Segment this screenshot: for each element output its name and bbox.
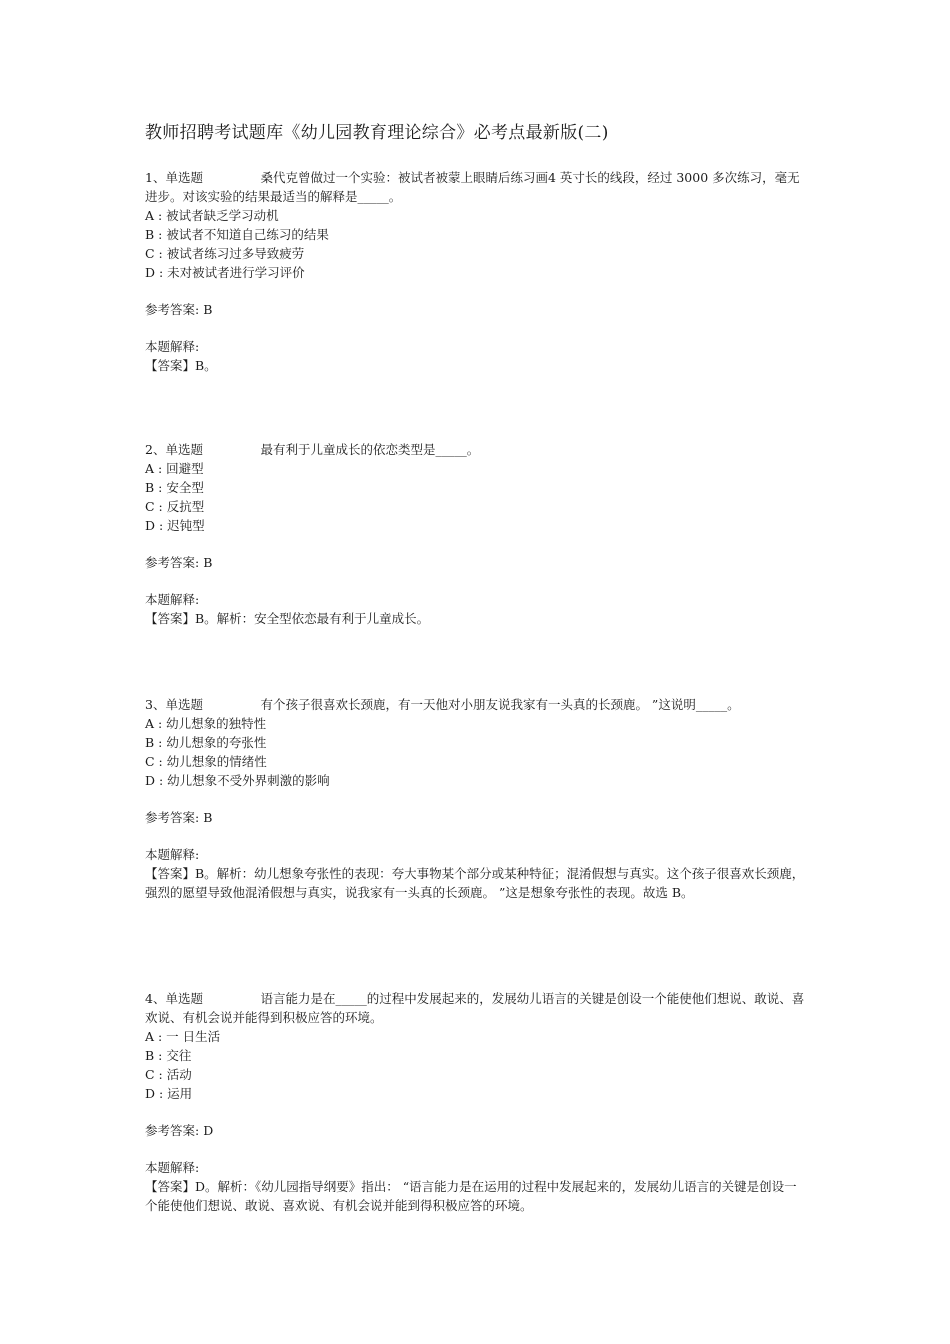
question-number: 1、	[145, 170, 166, 185]
question-block	[145, 440, 805, 628]
question-stem	[145, 989, 805, 1027]
explanation-label: 本题解释:	[145, 847, 200, 862]
option-c: C : 活动	[145, 1067, 192, 1082]
reference-answer	[145, 1121, 805, 1140]
option-d: D : 迟钝型	[145, 518, 205, 533]
question-number: 3、	[145, 697, 166, 712]
answer-label: 参考答案:	[145, 302, 200, 317]
question-text: 桑代克曾做过一个实验：被试者被蒙上眼睛后练习画4 英寸长的线段，经过 3000 多次练习，毫无进步。对该实验的结果最适当的解释是_____。	[145, 170, 800, 204]
question-text: 最有利于儿童成长的依恋类型是_____。	[260, 442, 480, 457]
explanation-text: 【答案】B。解析：安全型依恋最有利于儿童成长。	[145, 611, 430, 626]
question-block	[145, 695, 805, 902]
explanation-text: 【答案】D。解析：《幼儿园指导纲要》指出： “语言能力是在运用的过程中发展起来的，发展幼儿语言的关键是创设一个能使他们想说、敢说、喜欢说、有机会说并能到得积极应答的环境。	[145, 1179, 797, 1213]
option-d: D : 未对被试者进行学习评价	[145, 265, 305, 280]
question-stem	[145, 695, 805, 714]
answer-value: B	[203, 810, 213, 825]
answer-label: 参考答案:	[145, 810, 200, 825]
question-stem	[145, 440, 805, 459]
option-c: C : 反抗型	[145, 499, 205, 514]
option-b: B : 安全型	[145, 480, 204, 495]
question-stem	[145, 168, 805, 206]
option-b: B : 被试者不知道自己练习的结果	[145, 227, 329, 242]
question-block	[145, 989, 805, 1215]
answer-value: B	[203, 555, 213, 570]
option-d: D : 幼儿想象不受外界刺激的影响	[145, 773, 330, 788]
explanation-label: 本题解释:	[145, 592, 200, 607]
explanation-text: 【答案】B。解析：幼儿想象夸张性的表现：夸大事物某个部分或某种特征；混淆假想与真实。这个孩子很喜欢长颈鹿，强烈的愿望导致他混淆假想与真实，说我家有一头真的长颈鹿。 ”这是想象夸张性的表现。故选 B。	[145, 866, 805, 900]
reference-answer	[145, 553, 805, 572]
option-c: C : 被试者练习过多导致疲劳	[145, 246, 305, 261]
question-type: 单选题	[165, 442, 203, 457]
answer-label: 参考答案:	[145, 1123, 200, 1138]
option-a: A : 幼儿想象的独特性	[145, 716, 267, 731]
question-type: 单选题	[165, 697, 203, 712]
document-title: 教师招聘考试题库《幼儿园教育理论综合》必考点最新版(二)	[145, 123, 609, 143]
reference-answer	[145, 300, 805, 319]
question-block	[145, 168, 805, 375]
question-type: 单选题	[165, 991, 203, 1006]
reference-answer	[145, 808, 805, 827]
option-c: C : 幼儿想象的情绪性	[145, 754, 267, 769]
answer-value: B	[203, 302, 213, 317]
explanation-label: 本题解释:	[145, 339, 200, 354]
option-a: A : 回避型	[145, 461, 204, 476]
option-b: B : 交往	[145, 1048, 192, 1063]
explanation-label: 本题解释:	[145, 1160, 200, 1175]
question-number: 2、	[145, 442, 166, 457]
option-a: A : 一 日生活	[145, 1029, 221, 1044]
question-text: 语言能力是在_____的过程中发展起来的，发展幼儿语言的关键是创设一个能使他们想说、敢说、喜欢说、有机会说并能得到积极应答的环境。	[145, 991, 805, 1025]
option-b: B : 幼儿想象的夸张性	[145, 735, 267, 750]
question-number: 4、	[145, 991, 166, 1006]
answer-label: 参考答案:	[145, 555, 200, 570]
answer-value: D	[203, 1123, 214, 1138]
question-type: 单选题	[165, 170, 203, 185]
option-a: A : 被试者缺乏学习动机	[145, 208, 279, 223]
explanation-text: 【答案】B。	[145, 358, 217, 373]
question-text: 有个孩子很喜欢长颈鹿，有一天他对小朋友说我家有一头真的长颈鹿。 ”这说明_____。	[260, 697, 740, 712]
option-d: D : 运用	[145, 1086, 193, 1101]
